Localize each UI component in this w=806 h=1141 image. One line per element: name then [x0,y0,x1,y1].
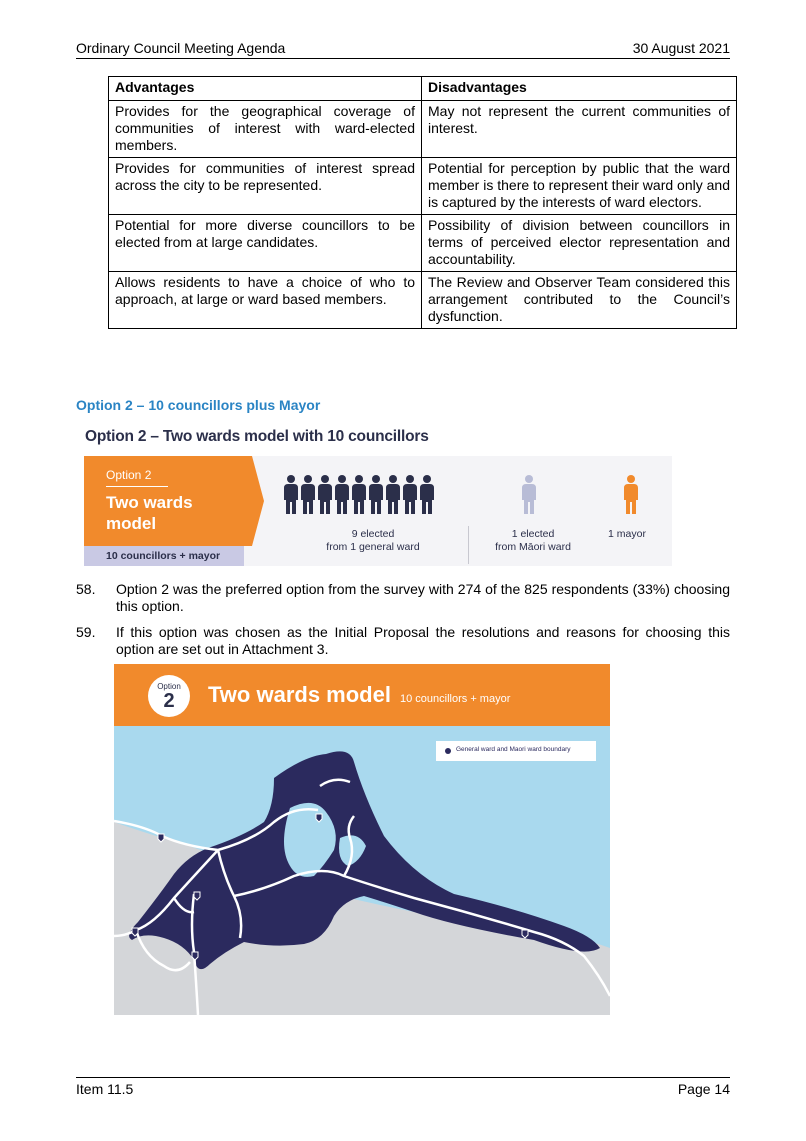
general-ward-label-line1: 9 elected [351,528,395,540]
footer-item: Item 11.5 [76,1081,134,1097]
table-cell: The Review and Observer Team considered this arrangement contributed to the Council’s dysfunction. [422,272,737,329]
table-cell: Potential for more diverse councillors to be elected from at large candidates. [109,215,422,272]
maori-ward-label-line2: from Māori ward [495,541,571,553]
option-heading: Option 2 – 10 councillors plus Mayor [76,397,321,413]
maori-ward-label-line1: 1 elected [511,528,555,540]
option-badge [148,675,190,717]
option-label: Option 2 [106,468,152,482]
map-header [114,664,610,726]
page-footer [76,1081,730,1099]
header-rule [76,58,730,59]
page-header [76,40,730,58]
header-title: Ordinary Council Meeting Agenda [76,40,286,56]
map-title: Two wards model [208,682,391,707]
table-cell: Allows residents to have a choice of who to approach, at large or ward based members. [109,272,422,329]
table-row [109,272,737,329]
paragraph-text: If this option was chosen as the Initial Proposal the resolutions and reasons for choosing this option are set out in Attachment 3. [116,624,730,657]
advantages-table [108,76,737,329]
ward-map-figure [114,664,610,1015]
map-legend [436,741,596,761]
legend-dot-icon [445,748,451,754]
option-banner-graphic [78,424,672,566]
table-cell: Possibility of division between councillors in terms of perceived elector representation and accountability. [422,215,737,272]
option-badge-label: Option [157,682,181,691]
table-row [109,215,737,272]
table-cell: Potential for perception by public that the ward member is there to represent their ward only and is captured by the interests of ward electors. [422,158,737,215]
people-icons [284,472,664,532]
paragraph-number: 58. [76,581,96,597]
councillors-label: 10 councillors + mayor [106,550,221,562]
general-ward-label-line2: from 1 general ward [326,541,420,553]
label-divider [106,486,168,487]
map-subtitle: 10 councillors + mayor [400,693,511,705]
table-cell: May not represent the current communities of interest. [422,101,737,158]
option-badge-number: 2 [163,690,175,712]
model-name-line1: Two wards [106,493,193,512]
general-ward-people-icon [284,475,434,514]
general-ward-label [298,528,448,554]
maori-ward-person-icon [522,475,536,514]
banner-box [84,456,672,566]
table-header-row [109,77,737,101]
table-cell: Provides for the geographical coverage of communities of interest with ward-elected members. [109,101,422,158]
column-header-advantages: Advantages [109,77,422,101]
paragraph-number: 59. [76,624,96,640]
maori-ward-label [478,528,588,554]
mayor-person-icon [624,475,638,514]
councillors-strip [84,546,244,566]
ward-map [114,726,610,1015]
option-label-panel [84,456,252,546]
panel-arrow [252,456,264,546]
mayor-label: 1 mayor [608,528,646,540]
footer-rule [76,1077,730,1078]
footer-page-number: Page 14 [677,1081,730,1097]
column-header-disadvantages: Disadvantages [422,77,737,101]
header-date: 30 August 2021 [632,40,730,56]
legend-label: General ward and Maori ward boundary [456,746,571,753]
banner-separator [468,526,469,564]
model-name [106,492,193,534]
paragraph-58 [76,581,730,617]
table-cell: Provides for communities of interest spread across the city to be represented. [109,158,422,215]
banner-title: Option 2 – Two wards model with 10 councillors [85,428,429,445]
paragraph-59 [76,624,730,660]
table-row [109,101,737,158]
table-row [109,158,737,215]
paragraph-text: Option 2 was the preferred option from the survey with 274 of the 825 respondents (33%) choosing this option. [116,581,730,614]
model-name-line2: model [106,514,157,533]
